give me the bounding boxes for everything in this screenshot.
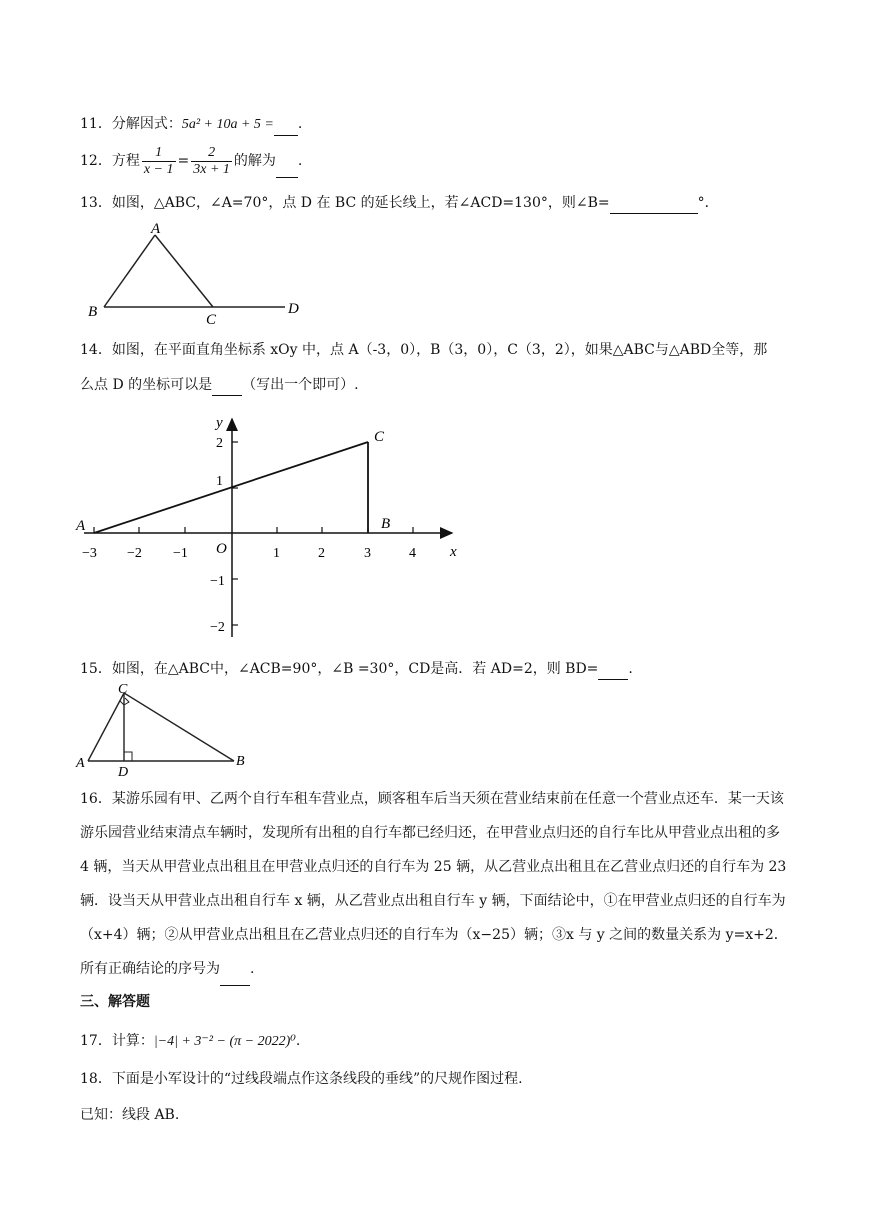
q14-line2-pre: 么点 D 的坐标可以是	[80, 377, 213, 393]
q17-number: 17．	[80, 1033, 112, 1049]
q17-expression: |−4| + 3⁻² − (π − 2022)⁰	[153, 1034, 296, 1049]
q15-label-b: B	[236, 754, 245, 769]
q12-frac1-denominator: x − 1	[143, 161, 174, 177]
q13-number: 13．	[80, 195, 112, 211]
q16-number: 16．	[80, 791, 112, 807]
q14-answer-blank	[212, 379, 242, 396]
q11-number: 11．	[80, 116, 112, 132]
x-tick-neg2: −2	[127, 546, 142, 561]
question-17	[80, 1030, 300, 1053]
q12-prompt: 方程	[111, 153, 140, 169]
point-label-c: C	[374, 429, 385, 445]
question-12	[80, 144, 302, 178]
q13-label-c: C	[206, 312, 217, 328]
section-3-title: 三、解答题	[80, 994, 150, 1010]
question-16	[80, 782, 792, 986]
q12-equals: =	[177, 153, 190, 169]
q16-text: 某游乐园有甲、乙两个自行车租车营业点，顾客租车后当天须在营业结束前在任意一个营业点还车．某一天该游乐园营业结束清点车辆时，发现所有出租的自行车都已经归还，在甲营业点归还的自行车比从甲营业点出租的多 4 辆，当天从甲营业点出租且在甲营业点归还的自行车为 25 辆，从乙营业点出租且在乙营业点归还的自行车为 23 辆．设当天从甲营业点出租自行车 x 辆，从乙营业点出租自行车 y 辆，下面结论中，①在甲营业点归还的自行车为（x+4）辆；②从甲营业点出租且在乙营业点归还的自行车为（x−25）辆；③x 与 y 之间的数量关系为 y=x+2．所有正确结论的序号为	[80, 791, 788, 977]
q12-fraction-left	[142, 145, 176, 178]
q13-text: 如图，△ABC，∠A=70°，点 D 在 BC 的延长线上，若∠ACD=130°，则∠B=	[111, 195, 610, 211]
q15-label-a: A	[76, 756, 85, 771]
x-tick-neg3: −3	[82, 546, 97, 561]
q17-end: .	[295, 1033, 301, 1049]
given-statement: 已知：线段 AB.	[80, 1107, 180, 1123]
x-tick-neg1: −1	[173, 546, 188, 561]
question-11	[80, 113, 302, 136]
y-tick-1: 1	[216, 474, 223, 489]
x-tick-4: 4	[409, 546, 416, 561]
q12-frac2-numerator: 2	[191, 145, 232, 162]
q14-line2-post: （写出一个即可）.	[242, 377, 359, 393]
question-18	[80, 1068, 523, 1090]
x-tick-1: 1	[273, 546, 280, 561]
q15-text: 如图，在△ABC中，∠ACB=90°，∠B =30°，CD是高．若 AD=2，则 BD=	[111, 661, 599, 677]
point-label-a: A	[76, 518, 86, 534]
q12-frac1-numerator: 1	[142, 145, 176, 162]
q13-label-b: B	[88, 304, 98, 320]
question-14-line-2	[80, 374, 359, 396]
q12-frac2-denominator: 3x + 1	[193, 161, 230, 177]
q11-answer-blank	[274, 119, 298, 136]
q18-number: 18．	[80, 1071, 112, 1087]
q13-label-a: A	[151, 221, 161, 237]
axis-label-y: y	[216, 415, 223, 431]
question-15	[80, 658, 633, 680]
x-tick-3: 3	[364, 546, 371, 561]
question-14-line-1	[80, 339, 767, 361]
q15-number: 15．	[80, 661, 112, 677]
q13-label-d: D	[288, 301, 299, 317]
q13-end: °．	[697, 195, 719, 211]
q11-end: .	[297, 116, 303, 132]
q11-prompt: 分解因式：	[111, 116, 182, 132]
q15-label-c: C	[118, 682, 128, 697]
q12-number: 12．	[80, 153, 112, 169]
q15-label-d: D	[118, 765, 129, 780]
q11-expression: 5a² + 10a + 5 =	[181, 117, 274, 132]
q12-end: .	[297, 153, 303, 169]
q14-coordinate-figure	[70, 405, 470, 650]
q14-line1: 如图，在平面直角坐标系 xOy 中，点 A（-3，0），B（3，0），C（3，2），如果△ABC与△ABD全等，那	[111, 342, 768, 358]
q14-number: 14．	[80, 342, 112, 358]
x-tick-2: 2	[318, 546, 325, 561]
y-tick-neg2: −2	[210, 620, 225, 635]
q12-suffix: 的解为	[233, 153, 276, 169]
point-label-b: B	[381, 516, 391, 532]
y-tick-neg1: −1	[210, 574, 225, 589]
question-13	[80, 192, 719, 214]
origin-label: O	[216, 541, 227, 557]
q16-end: .	[250, 961, 255, 977]
q15-right-triangle-figure	[76, 683, 266, 778]
y-tick-2: 2	[216, 436, 223, 451]
q17-prompt: 计算：	[111, 1033, 154, 1049]
q12-answer-blank	[276, 161, 298, 178]
q12-fraction-right	[191, 145, 232, 178]
q16-answer-blank	[220, 969, 250, 986]
axis-label-x: x	[450, 544, 457, 560]
q13-triangle-figure	[80, 220, 320, 330]
q18-text: 下面是小军设计的“过线段端点作这条线段的垂线”的尺规作图过程.	[111, 1071, 523, 1087]
q15-answer-blank	[598, 663, 628, 680]
q13-answer-blank	[610, 197, 698, 214]
q15-end: .	[628, 661, 633, 677]
